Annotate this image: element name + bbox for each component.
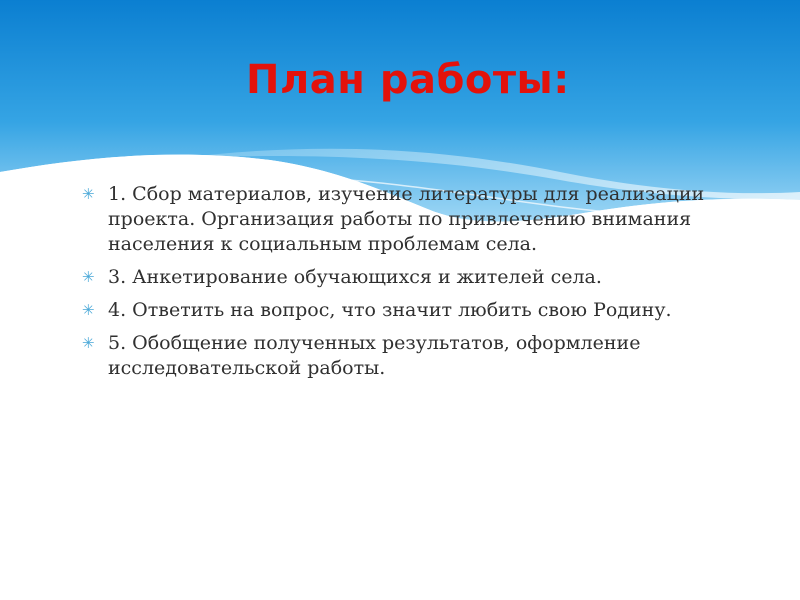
asterisk-bullet-icon: ✳ bbox=[82, 301, 95, 319]
bullet-list bbox=[82, 182, 722, 389]
slide-title: План работы: bbox=[246, 57, 570, 103]
list-item-text: 1. Сбор материалов, изучение литературы для реализации проекта. Организация работы по привлечению внимания населения к социальным проблемам села. bbox=[108, 183, 705, 255]
list-item bbox=[82, 182, 722, 257]
asterisk-bullet-icon: ✳ bbox=[82, 334, 95, 352]
list-item bbox=[82, 298, 722, 323]
list-item bbox=[82, 265, 722, 290]
list-item-text: 5. Обобщение полученных результатов, оформление исследовательской работы. bbox=[108, 332, 641, 379]
list-item bbox=[82, 331, 722, 381]
asterisk-bullet-icon: ✳ bbox=[82, 268, 95, 286]
list-item-text: 4. Ответить на вопрос, что значит любить свою Родину. bbox=[108, 299, 672, 321]
asterisk-bullet-icon: ✳ bbox=[82, 185, 95, 203]
list-item-text: 3. Анкетирование обучающихся и жителей села. bbox=[108, 266, 602, 288]
